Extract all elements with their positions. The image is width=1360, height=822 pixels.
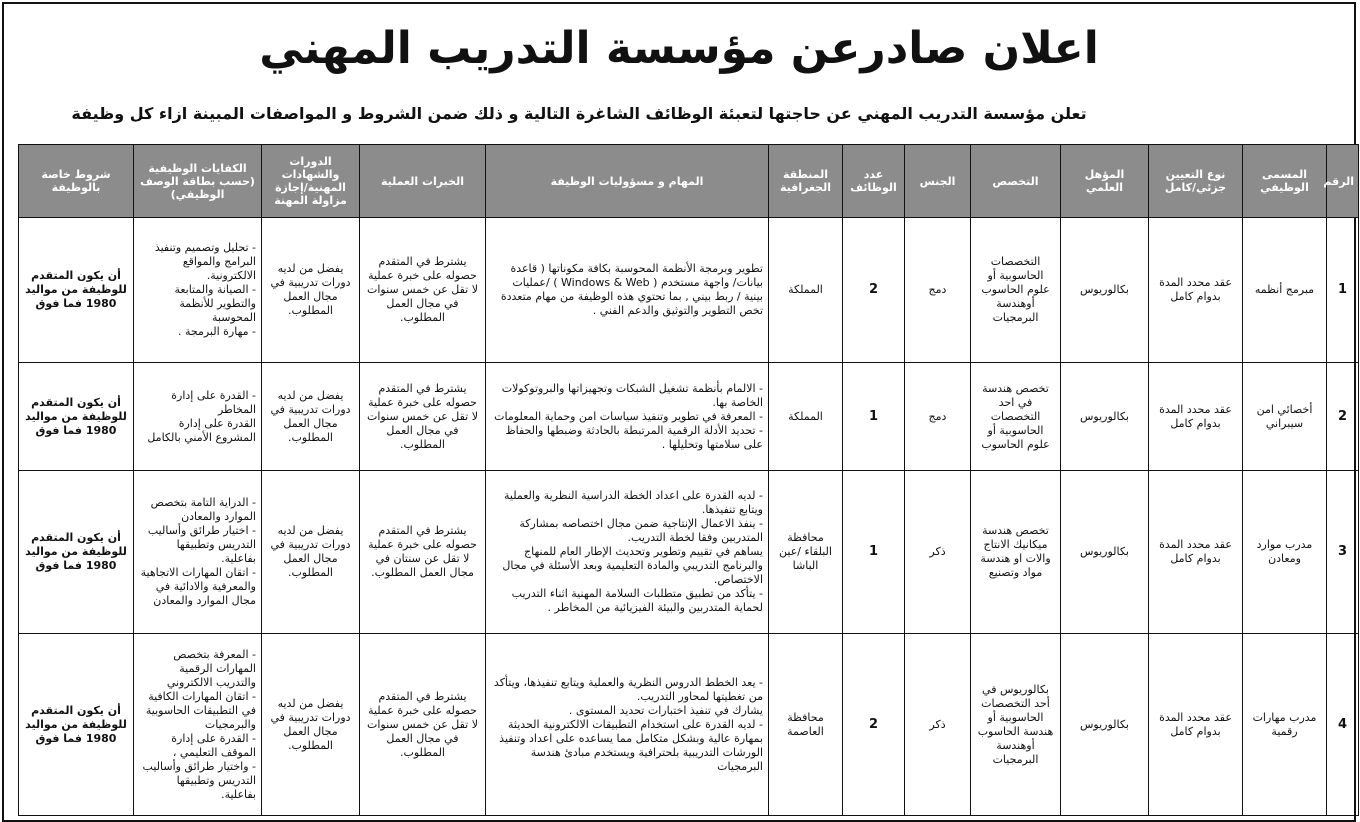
cell-competencies <box>134 471 262 634</box>
cell-number: 1 <box>1327 218 1359 363</box>
competency-item: - اتقان المهارات الكافية في التطبيقات الحاسوبية والبرمجيات <box>145 689 256 731</box>
cell-duties <box>486 218 769 363</box>
competency-item: - مهارة البرمجة . <box>177 325 256 338</box>
cell-competencies <box>134 363 262 471</box>
col-count: عدد الوظائف <box>843 145 905 218</box>
table-row <box>19 471 1359 634</box>
table-header-row <box>19 145 1359 218</box>
duty-item: يشارك في تنفيذ اختبارات تحديد المستوى . <box>568 703 763 717</box>
cell-qualification: بكالوريوس <box>1061 634 1149 816</box>
cell-appointment-type: عقد محدد المدة بدوام كامل <box>1149 471 1243 634</box>
col-special-conditions: شروط خاصة بالوظيفة <box>19 145 134 218</box>
cell-specialization: تخصص هندسة ميكانيك الانتاج والات او هندسة مواد وتصنيع <box>971 471 1061 634</box>
competency-item: - تحليل وتصميم وتنفيذ البرامج والمواقع الالكترونية. <box>154 241 256 282</box>
duty-item: تطوير وبرمجة الأنظمة المحوسبة بكافة مكوناتها ( قاعدة بيانات/ واجهة مستخدم ( Windows & Web ) /عمليات بينية / ربط بيني , بما تحتوي هذه الوظيفة من مهام متعددة تخص التطوير والتوثيق والدعم الفني . <box>500 262 763 317</box>
cell-number: 2 <box>1327 363 1359 471</box>
competency-item: - القدرة على إدارة المخاطر <box>171 388 256 416</box>
col-courses: الدورات والشهادات المهنية/إجازة مزاولة المهنة <box>262 145 360 218</box>
cell-specialization: بكالوريوس في أحد التخصصات الحاسوبية أو هندسة الحاسوب أوهندسة البرمجيات <box>971 634 1061 816</box>
cell-gender: دمج <box>905 218 971 363</box>
col-qualification: المؤهل العلمي <box>1061 145 1149 218</box>
competency-item: - اتقان المهارات الاتجاهية والمعرفية والادائية في مجال الموارد والمعادن <box>140 566 256 607</box>
cell-competencies <box>134 634 262 816</box>
cell-duties <box>486 634 769 816</box>
cell-appointment-type: عقد محدد المدة بدوام كامل <box>1149 218 1243 363</box>
competency-item: - الصيانة والمتابعة والتطوير للأنظمة المحوسبة <box>174 283 256 324</box>
page-title: اعلان صادرعن مؤسسة التدريب المهني <box>259 23 1099 74</box>
cell-gender: ذكر <box>905 634 971 816</box>
competency-item: - المعرفة بتخصص المهارات الرقمية والتدريب الالكتروني <box>166 647 256 689</box>
cell-qualification: بكالوريوس <box>1061 363 1149 471</box>
cell-count: 1 <box>843 471 905 634</box>
cell-region: محافظة البلقاء /عين الباشا <box>769 471 843 634</box>
cell-courses: يفضل من لديه دورات تدريبية في مجال العمل المطلوب. <box>262 363 360 471</box>
table-row <box>19 218 1359 363</box>
cell-count: 2 <box>843 634 905 816</box>
col-gender: الجنس <box>905 145 971 218</box>
col-region: المنطقة الجغرافية <box>769 145 843 218</box>
cell-count: 2 <box>843 218 905 363</box>
duty-item: - يتأكد من تطبيق متطلبات السلامة المهنية اثناء التدريب لحماية المتدربين والبيئة الفيزيائية من المخاطر . <box>511 587 763 614</box>
duty-item: - يعد الخطط الدروس النظرية والعملية ويتابع تنفيذها، ويتأكد من تغطيتها لمحاور التدريب. <box>493 675 763 703</box>
cell-appointment-type: عقد محدد المدة بدوام كامل <box>1149 363 1243 471</box>
cell-job-title: مدرب مهارات رقمية <box>1243 634 1327 816</box>
cell-region: محافظة العاصمة <box>769 634 843 816</box>
cell-count: 1 <box>843 363 905 471</box>
cell-job-title: مبرمج أنظمه <box>1243 218 1327 363</box>
col-number: الرقم <box>1327 145 1359 218</box>
cell-courses: يفضل من لديه دورات تدريبية في مجال العمل المطلوب. <box>262 471 360 634</box>
col-specialization: التخصص <box>971 145 1061 218</box>
cell-special-conditions: أن يكون المتقدم للوظيفة من مواليد 1980 فما فوق <box>19 471 134 634</box>
table-row <box>19 634 1359 816</box>
cell-qualification: بكالوريوس <box>1061 218 1149 363</box>
col-experience: الخبرات العملية <box>360 145 486 218</box>
jobs-table <box>18 144 1359 816</box>
cell-number: 4 <box>1327 634 1359 816</box>
cell-experience: يشترط في المتقدم حصوله على خبرة عملية لا تقل عن خمس سنوات في مجال العمل المطلوب. <box>360 363 486 471</box>
duty-item: يساهم في تقييم وتطوير وتحديث الإطار العام للمنهاج والبرنامج التدريبي والمادة التعليمية وبعد الأسئلة في مجال الاختصاص. <box>502 545 763 586</box>
duty-item: - المعرفة في تطوير وتنفيذ سياسات امن وحماية المعلومات <box>494 409 763 423</box>
cell-appointment-type: عقد محدد المدة بدوام كامل <box>1149 634 1243 816</box>
cell-courses: يفضل من لديه دورات تدريبية في مجال العمل المطلوب. <box>262 634 360 816</box>
cell-experience: يشترط في المتقدم حصوله على خبرة عملية لا تقل عن سنتان في مجال العمل المطلوب. <box>360 471 486 634</box>
competency-item: - الدراية التامة بتخصص الموارد والمعادن <box>150 496 256 523</box>
cell-specialization: التخصصات الحاسوبية أو علوم الحاسوب أوهندسة البرمجيات <box>971 218 1061 363</box>
cell-competencies <box>134 218 262 363</box>
page-subtitle: تعلن مؤسسة التدريب المهني عن حاجتها لتعبئة الوظائف الشاغرة التالية و ذلك ضمن الشروط و المواصفات المبينة ازاء كل وظيفة <box>71 104 1087 123</box>
cell-region: المملكة <box>769 218 843 363</box>
col-competencies: الكفايات الوظيفية (حسب بطاقة الوصف الوظيفي) <box>134 145 262 218</box>
cell-courses: يفضل من لديه دورات تدريبية في مجال العمل المطلوب. <box>262 218 360 363</box>
cell-job-title: أخصائي امن سيبراني <box>1243 363 1327 471</box>
duty-item: - ينفذ الاعمال الإنتاجية ضمن مجال اختصاصه بمشاركة المتدربين وفقا لخطة التدريب. <box>519 517 763 544</box>
cell-special-conditions: أن يكون المتقدم للوظيفة من مواليد 1980 فما فوق <box>19 634 134 816</box>
col-duties: المهام و مسؤوليات الوظيفة <box>486 145 769 218</box>
competency-item: - القدرة على إدارة الموقف التعليمي ، <box>171 731 256 759</box>
col-job-title: المسمى الوظيفي <box>1243 145 1327 218</box>
competency-item: القدرة على إدارة المشروع الأمني بالكامل <box>147 416 256 444</box>
cell-special-conditions: أن يكون المتقدم للوظيفة من مواليد 1980 فما فوق <box>19 218 134 363</box>
cell-experience: يشترط في المتقدم حصوله على خبرة عملية لا تقل عن خمس سنوات في مجال العمل المطلوب. <box>360 634 486 816</box>
cell-duties <box>486 363 769 471</box>
table-row <box>19 363 1359 471</box>
cell-job-title: مدرب موارد ومعادن <box>1243 471 1327 634</box>
duty-item: - تحديد الأدلة الرقمية المرتبطة بالحادثة وضبطها والحفاظ على سلامتها وتحليلها . <box>505 423 763 451</box>
cell-specialization: تخصص هندسة في احد التخصصات الحاسوبية أو علوم الحاسوب <box>971 363 1061 471</box>
competency-item: - اختيار طرائق وأساليب التدريس وتطبيقها بفاعلية. <box>147 524 256 565</box>
cell-region: المملكة <box>769 363 843 471</box>
cell-qualification: بكالوريوس <box>1061 471 1149 634</box>
cell-duties <box>486 471 769 634</box>
cell-special-conditions: أن يكون المتقدم للوظيفة من مواليد 1980 فما فوق <box>19 363 134 471</box>
cell-gender: ذكر <box>905 471 971 634</box>
col-appointment-type: نوع التعيين جزئي/كامل <box>1149 145 1243 218</box>
cell-experience: يشترط في المتقدم حصوله على خبرة عملية لا تقل عن خمس سنوات في مجال العمل المطلوب. <box>360 218 486 363</box>
competency-item: - واختيار طرائق وأساليب التدريس وتطبيقها بفاعلية. <box>142 759 256 801</box>
duty-item: - الالمام بأنظمة تشغيل الشبكات وتجهيزاتها والبروتوكولات الخاصة بها. <box>501 381 763 409</box>
duty-item: - لديه القدرة على اعداد الخطة الدراسية النظرية والعملية ويتابع تنفيذها. <box>503 489 763 516</box>
duty-item: - لديه القدرة على استخدام التطبيقات الالكترونية الحديثة بمهارة عالية وبشكل متكامل مما يساعده على اعداد وتنفيذ الورشات التدريبية بلحترافية ويستخدم مبادئ هندسة البرمجيات <box>499 717 763 773</box>
cell-number: 3 <box>1327 471 1359 634</box>
cell-gender: دمج <box>905 363 971 471</box>
